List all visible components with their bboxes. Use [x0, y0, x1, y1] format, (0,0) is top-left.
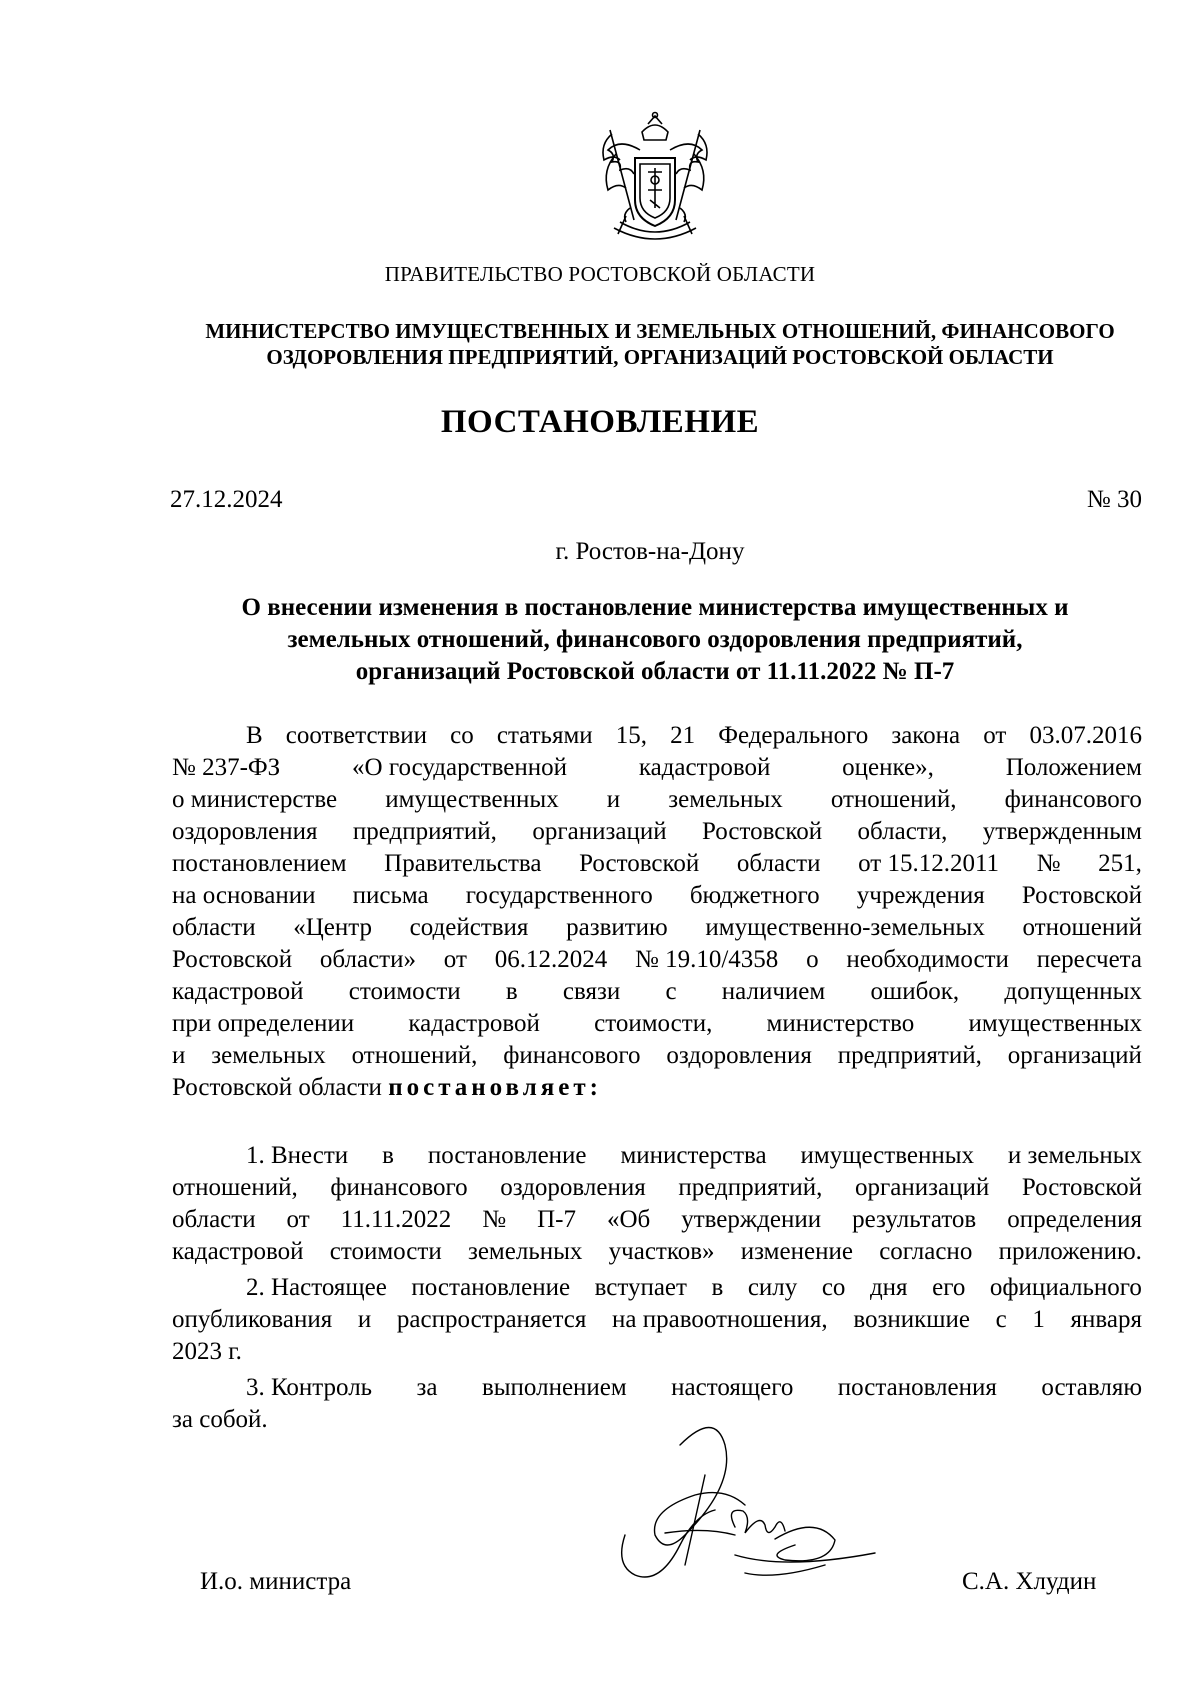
word: от	[983, 722, 1007, 749]
word: №	[1036, 850, 1061, 877]
word: № 237-ФЗ	[172, 754, 281, 781]
word: оздоровления	[172, 818, 318, 845]
ministry-line: ОЗДОРОВЛЕНИЯ ПРЕДПРИЯТИЙ, ОРГАНИЗАЦИЙ РОСТОВСКОЙ ОБЛАСТИ	[266, 345, 1054, 369]
preamble-end-text: Ростовской области	[172, 1074, 389, 1101]
word: бюджетного	[689, 882, 820, 909]
word: и	[357, 1306, 372, 1333]
word: имущественных	[385, 786, 559, 813]
word: имущественно-земельных	[705, 914, 985, 941]
word: учреждения	[856, 882, 985, 909]
word: при определении	[172, 1010, 355, 1037]
text-line	[172, 1172, 1142, 1204]
word: постановление	[411, 1274, 571, 1301]
word: со	[821, 1274, 846, 1301]
word: в	[505, 978, 518, 1005]
word: стоимости	[348, 978, 461, 1005]
text-line	[172, 1072, 1142, 1104]
word: от	[443, 946, 467, 973]
word: утверждении	[681, 1206, 822, 1233]
word: и	[606, 786, 621, 813]
word: настоящего	[671, 1374, 794, 1401]
word: финансового	[503, 1042, 641, 1069]
word: выполнением	[481, 1374, 627, 1401]
word: Ростовской	[1021, 1174, 1142, 1201]
word: о министерстве	[172, 786, 338, 813]
text-line	[172, 848, 1142, 880]
word: ошибок,	[870, 978, 960, 1005]
word: «О государственной	[352, 754, 567, 781]
text-line	[172, 1236, 1142, 1268]
word: оставляю	[1041, 1374, 1142, 1401]
word: государственного	[465, 882, 653, 909]
word: предприятий,	[837, 1042, 982, 1069]
title-line: земельных отношений, финансового оздоровления предприятий,	[287, 626, 1023, 653]
word: земельных	[668, 786, 783, 813]
word: связи	[562, 978, 621, 1005]
word: согласно	[879, 1238, 973, 1265]
word: организаций	[855, 1174, 990, 1201]
word: письма	[352, 882, 429, 909]
word: организаций	[532, 818, 667, 845]
preamble-paragraph	[172, 720, 1142, 1104]
word: его	[932, 1274, 966, 1301]
word: постановления	[837, 1374, 997, 1401]
resolves-keyword: постановляет:	[388, 1074, 602, 1101]
word: Федерального	[718, 722, 869, 749]
text-line	[172, 1372, 1142, 1404]
word: опубликования	[172, 1306, 333, 1333]
word: «Центр	[293, 914, 372, 941]
word: о	[806, 946, 819, 973]
word: 3. Контроль	[246, 1374, 373, 1401]
text-line	[172, 784, 1142, 816]
text-line	[172, 1336, 1142, 1368]
word: со	[450, 722, 474, 749]
text-line	[172, 1008, 1142, 1040]
word: на правоотношения,	[612, 1306, 828, 1333]
word: области	[736, 850, 821, 877]
word: области	[172, 914, 256, 941]
text-line	[172, 944, 1142, 976]
word: стоимости,	[594, 1010, 713, 1037]
word: постановление	[427, 1142, 587, 1169]
word: 21	[670, 722, 696, 749]
word: кадастровой	[408, 1010, 540, 1037]
word: кадастровой	[172, 1238, 304, 1265]
word: 1	[1032, 1306, 1045, 1333]
word: статьями	[496, 722, 593, 749]
word: силу	[747, 1274, 798, 1301]
word: Ростовской	[702, 818, 823, 845]
word: №	[482, 1206, 507, 1233]
word: имущественных	[968, 1010, 1142, 1037]
word: предприятий,	[352, 818, 497, 845]
word: организаций	[1007, 1042, 1142, 1069]
word: наличием	[721, 978, 826, 1005]
word: в	[711, 1274, 724, 1301]
item-1-paragraph	[172, 1140, 1142, 1268]
word: от 15.12.2011	[858, 850, 1000, 877]
word: Положением	[1005, 754, 1142, 781]
word: допущенных	[1004, 978, 1142, 1005]
word: земельных	[211, 1042, 326, 1069]
word: оценке»,	[842, 754, 934, 781]
item-2-end: 2023 г.	[172, 1338, 242, 1365]
word: земельных	[467, 1238, 583, 1265]
word: на основании	[172, 882, 316, 909]
word: 2. Настоящее	[246, 1274, 387, 1301]
word: имущественных	[800, 1142, 975, 1169]
text-line	[172, 1204, 1142, 1236]
word: необходимости	[846, 946, 1009, 973]
text-line	[172, 1140, 1142, 1172]
word: развитию	[566, 914, 668, 941]
word: Ростовской	[172, 946, 293, 973]
text-line	[172, 912, 1142, 944]
title-line: О внесении изменения в постановление министерства имущественных и	[241, 594, 1069, 621]
word: В	[246, 722, 263, 749]
word: за	[416, 1374, 438, 1401]
document-title	[150, 592, 1160, 688]
word: с	[995, 1306, 1007, 1333]
word: распространяется	[396, 1306, 587, 1333]
signatory-name: С.А. Хлудин	[962, 1568, 1097, 1595]
item-3-end: за собой.	[172, 1406, 268, 1433]
ministry-line: МИНИСТЕРСТВО ИМУЩЕСТВЕННЫХ И ЗЕМЕЛЬНЫХ ОТНОШЕНИЙ, ФИНАНСОВОГО	[205, 319, 1115, 343]
word: отношений,	[830, 786, 957, 813]
word: предприятий,	[678, 1174, 823, 1201]
word: «Об	[606, 1206, 651, 1233]
word: министерства	[620, 1142, 767, 1169]
word: финансового	[1004, 786, 1142, 813]
word: Ростовской	[579, 850, 700, 877]
word: оздоровления	[666, 1042, 812, 1069]
word: финансового	[330, 1174, 468, 1201]
ministry-heading	[160, 318, 1160, 370]
word: отношений	[1022, 914, 1142, 941]
signatory-role: И.о. министра	[200, 1568, 352, 1595]
word: утвержденным	[982, 818, 1142, 845]
word: закона	[891, 722, 961, 749]
coat-of-arms-icon	[590, 110, 720, 245]
word: вступает	[594, 1274, 687, 1301]
word: соответствии	[285, 722, 428, 749]
handwritten-signature	[585, 1415, 885, 1590]
document-type: ПОСТАНОВЛЕНИЕ	[440, 404, 760, 440]
text-line	[172, 752, 1142, 784]
word: П-7	[537, 1206, 576, 1233]
title-line: организаций Ростовской области от 11.11.2022 № П-7	[355, 658, 955, 685]
word: 11.11.2022	[340, 1206, 452, 1233]
word: Правительства	[384, 850, 542, 877]
text-line	[172, 1304, 1142, 1336]
word: стоимости	[329, 1238, 442, 1265]
word: 15,	[615, 722, 647, 749]
word: пересчета	[1036, 946, 1142, 973]
document-date: 27.12.2024	[170, 486, 283, 513]
word: отношений,	[172, 1174, 298, 1201]
word: в	[382, 1142, 394, 1169]
word: отношений,	[351, 1042, 478, 1069]
word: кадастровой	[172, 978, 304, 1005]
text-line	[172, 976, 1142, 1008]
word: определения	[1007, 1206, 1142, 1233]
word: официального	[989, 1274, 1142, 1301]
word: результатов	[852, 1206, 977, 1233]
text-line	[172, 816, 1142, 848]
word: кадастровой	[638, 754, 771, 781]
government-heading: ПРАВИТЕЛЬСТВО РОСТОВСКОЙ ОБЛАСТИ	[384, 262, 816, 286]
word: области	[172, 1206, 256, 1233]
word: области,	[857, 818, 948, 845]
word: возникшие	[853, 1306, 970, 1333]
word: и земельных	[1007, 1142, 1142, 1169]
word: области»	[319, 946, 416, 973]
document-number: № 30	[1086, 486, 1142, 513]
word: от	[286, 1206, 310, 1233]
word: участков»	[608, 1238, 715, 1265]
word: и	[172, 1042, 186, 1069]
word: 03.07.2016	[1029, 722, 1142, 749]
item-2-paragraph	[172, 1272, 1142, 1368]
text-line	[172, 1040, 1142, 1072]
word: 06.12.2024	[494, 946, 608, 973]
word: приложению.	[998, 1238, 1142, 1265]
document-city: г. Ростов-на-Дону	[555, 538, 745, 565]
text-line	[172, 1272, 1142, 1304]
word: № 19.10/4358	[634, 946, 779, 973]
text-line	[172, 880, 1142, 912]
word: постановлением	[172, 850, 347, 877]
text-line	[172, 720, 1142, 752]
word: министерство	[766, 1010, 915, 1037]
word: дня	[869, 1274, 908, 1301]
word: содействия	[409, 914, 529, 941]
word: 1. Внести	[246, 1142, 349, 1169]
word: января	[1070, 1306, 1142, 1333]
word: 251,	[1098, 850, 1142, 877]
word: оздоровления	[500, 1174, 646, 1201]
word: изменение	[740, 1238, 853, 1265]
word: Ростовской	[1021, 882, 1142, 909]
word: с	[665, 978, 677, 1005]
